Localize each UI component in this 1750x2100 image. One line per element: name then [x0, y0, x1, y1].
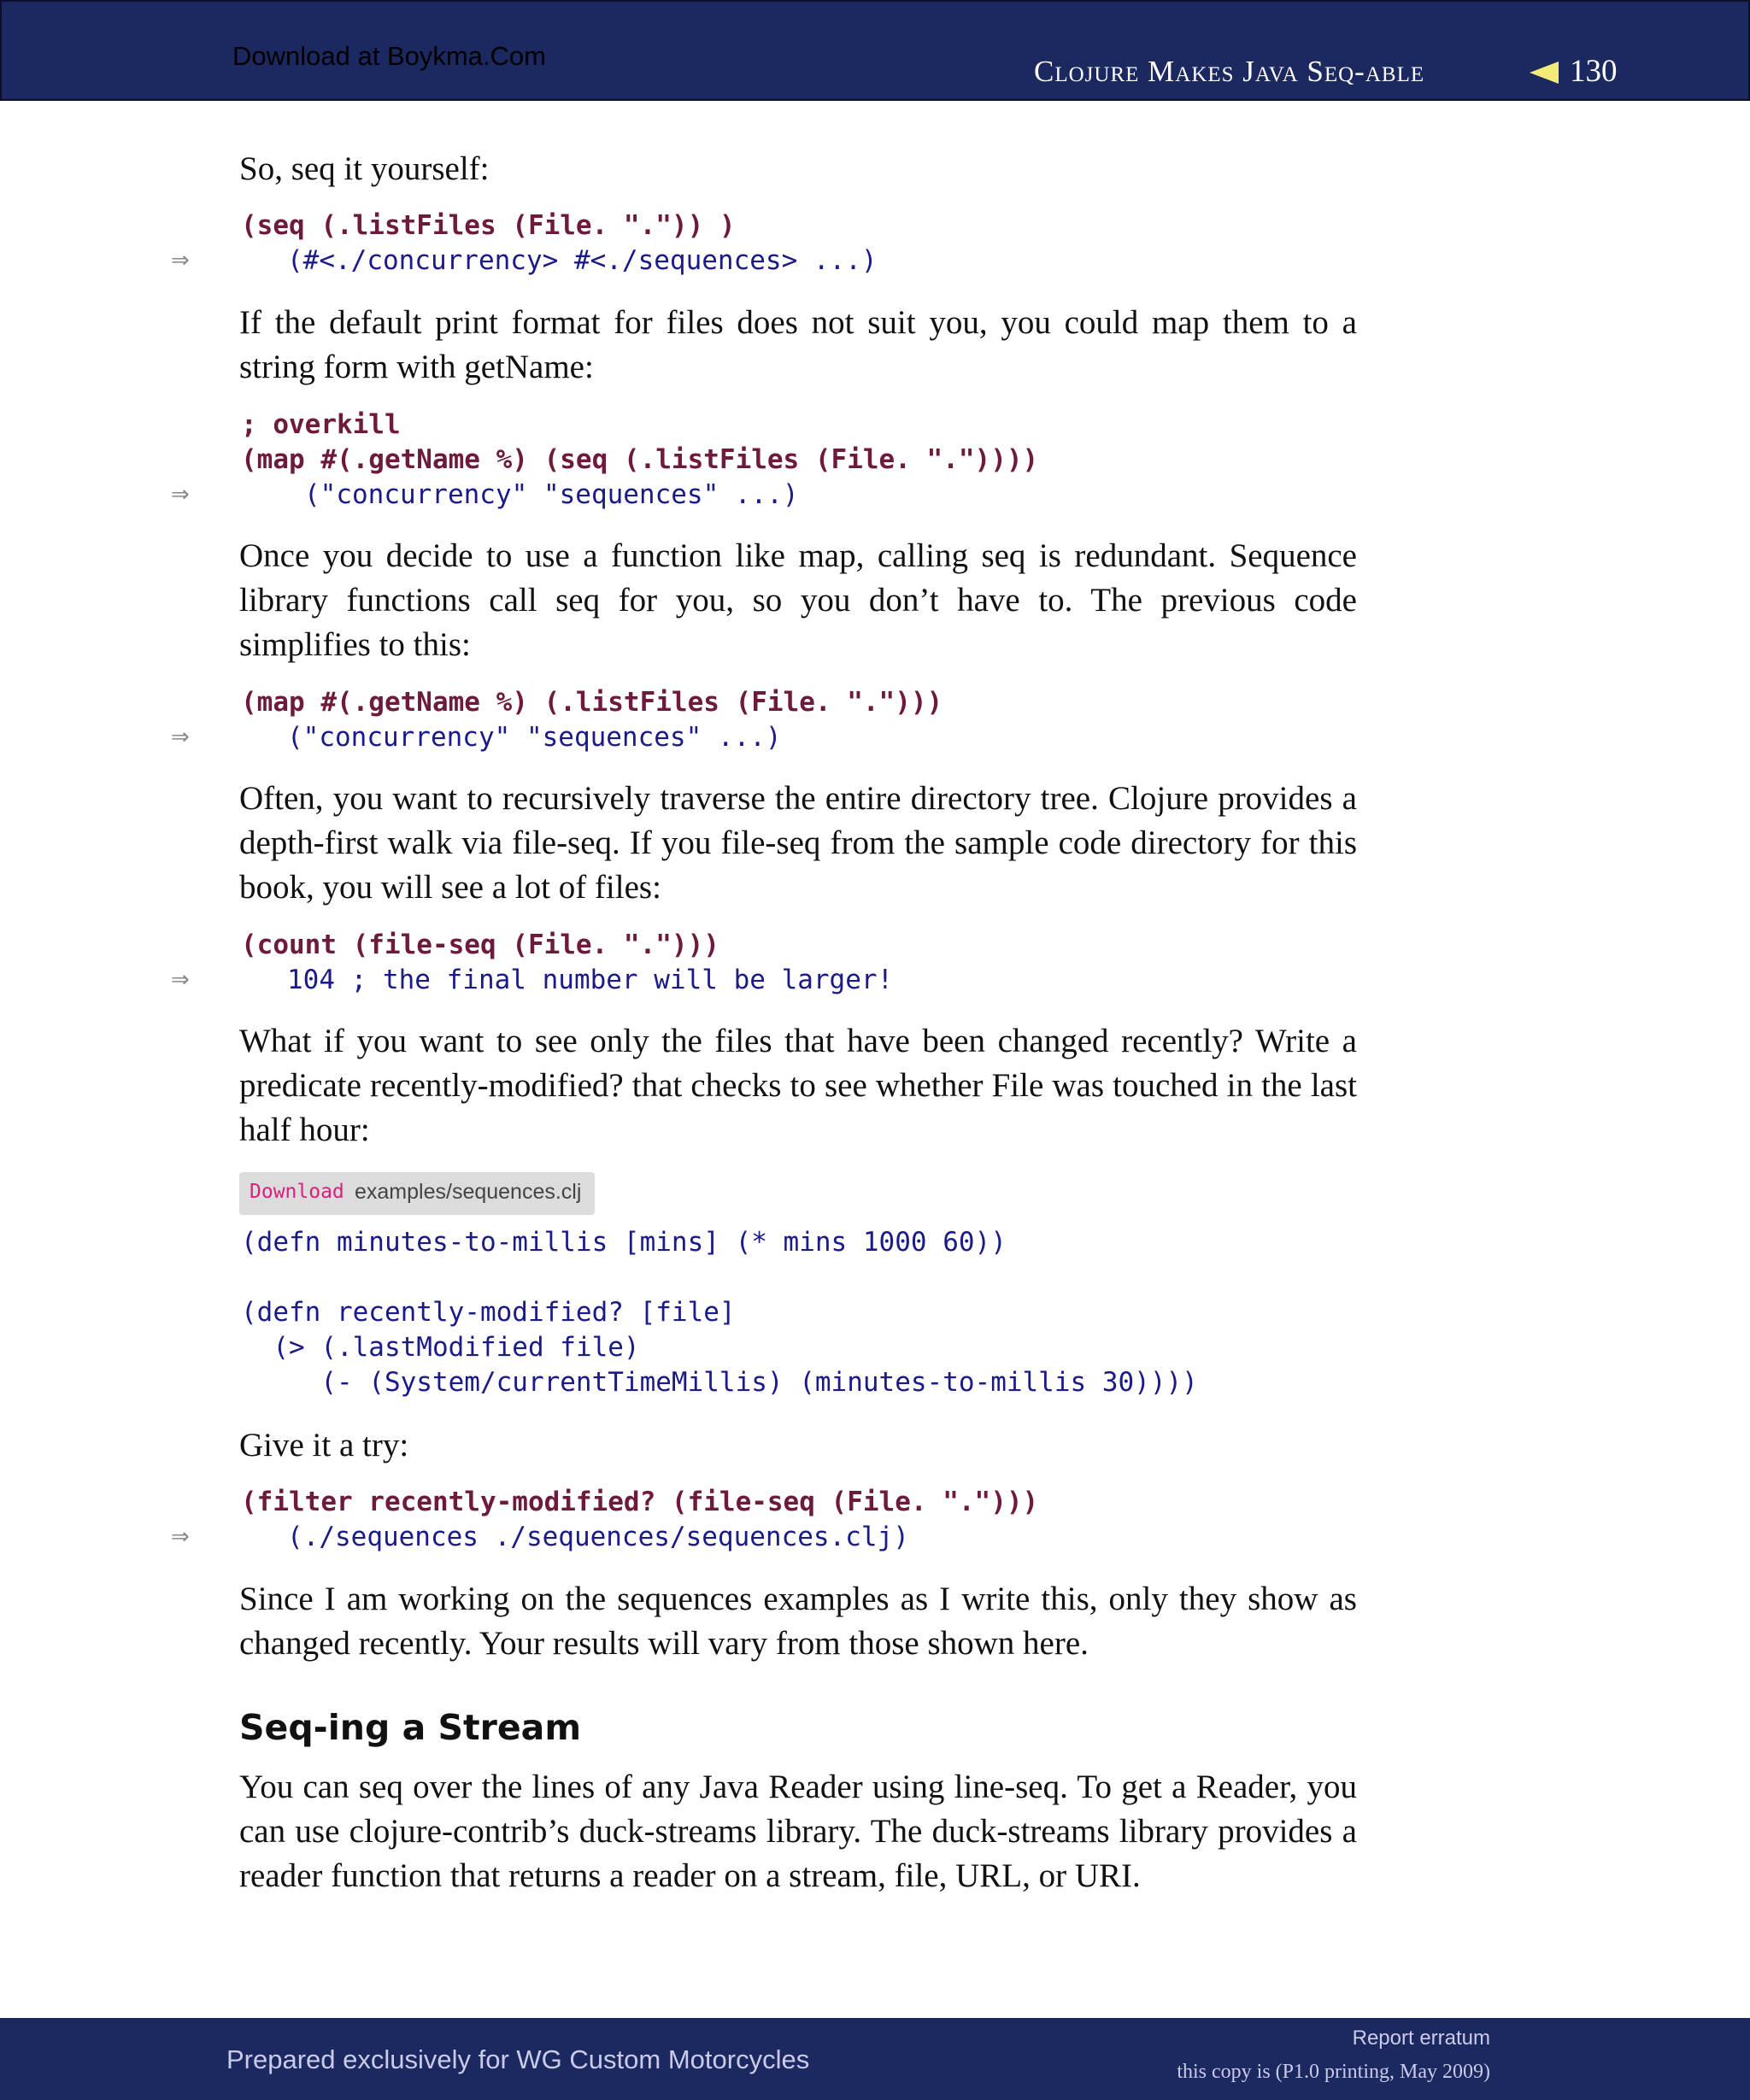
- paragraph-3: Once you decide to use a function like map, calling seq is redundant. Sequence library functions call seq for you, so you don’t have to. The previous code simplifies to this:: [239, 537, 1357, 663]
- result-arrow-icon: ⇒: [171, 967, 190, 993]
- download-site-label[interactable]: Download at Boykma.Com: [232, 41, 546, 71]
- code-1-input: (seq (.listFiles (File. ".")) ): [241, 210, 736, 241]
- result-arrow-icon: ⇒: [171, 1524, 190, 1550]
- code-1-output: (#<./concurrency> #<./sequences> ...): [287, 245, 878, 276]
- paragraph-1: So, seq it yourself:: [239, 150, 490, 187]
- code-3-input: (map #(.getName %) (.listFiles (File. "."))): [241, 687, 943, 718]
- result-arrow-icon: ⇒: [171, 482, 190, 507]
- code-4-input: (count (file-seq (File. "."))): [241, 930, 719, 960]
- code-2-input: (map #(.getName %) (seq (.listFiles (File. ".")))): [241, 444, 1039, 475]
- section-heading: Seq-ing a Stream: [239, 1707, 582, 1748]
- page-number: 130: [1570, 54, 1618, 89]
- code-2-output: ("concurrency" "sequences" ...): [304, 479, 799, 510]
- report-erratum-link[interactable]: Report erratum: [1352, 2027, 1490, 2050]
- download-link[interactable]: Download: [250, 1181, 344, 1203]
- result-arrow-icon: ⇒: [171, 248, 190, 273]
- code-4-output: 104 ; the final number will be larger!: [287, 965, 894, 995]
- paragraph-2: If the default print format for files does not suit you, you could map them to a string form with getName:: [239, 304, 1357, 385]
- result-arrow-icon: ⇒: [171, 724, 190, 750]
- code-2-comment: ; overkill: [241, 409, 401, 440]
- listing-line-4: (- (System/currentTimeMillis) (minutes-to-millis 30)))): [241, 1367, 1198, 1398]
- download-tag[interactable]: [239, 1172, 595, 1215]
- paragraph-7: Since I am working on the sequences examples as I write this, only they show as changed recently. Your results will vary from those shown here.: [239, 1581, 1357, 1662]
- prepared-for-label: Prepared exclusively for WG Custom Motorcycles: [226, 2044, 810, 2074]
- previous-page-triangle-icon[interactable]: [1530, 62, 1559, 84]
- paragraph-5: What if you want to see only the files that have been changed recently? Write a predicate recently-modified? that checks to see whether File was touched in the last half hour:: [239, 1023, 1357, 1148]
- download-file-path[interactable]: examples/sequences.clj: [355, 1180, 582, 1204]
- code-5-input: (filter recently-modified? (file-seq (File. "."))): [241, 1487, 1039, 1517]
- listing-line-2: (defn recently-modified? [file]: [241, 1297, 736, 1328]
- listing-line-3: (> (.lastModified file): [241, 1332, 640, 1363]
- paragraph-8: You can seq over the lines of any Java Reader using line-seq. To get a Reader, you can use clojure-contrib’s duck-streams library. The duck-streams library provides a reader function that returns a reader on a stream, file, URL, or URI.: [239, 1769, 1357, 1894]
- code-5-output: (./sequences ./sequences/sequences.clj): [287, 1522, 909, 1552]
- copy-info-label: this copy is (P1.0 printing, May 2009): [1177, 2061, 1490, 2083]
- paragraph-4: Often, you want to recursively traverse the entire directory tree. Clojure provides a depth-first walk via file-seq. If you file-seq from the sample code directory for this book, you will see a lot of files:: [239, 780, 1357, 906]
- paragraph-6: Give it a try:: [239, 1427, 409, 1464]
- code-3-output: ("concurrency" "sequences" ...): [287, 722, 782, 753]
- listing-line-1: (defn minutes-to-millis [mins] (* mins 1000 60)): [241, 1227, 1007, 1258]
- running-title: Clojure Makes Java Seq-able: [1034, 55, 1425, 88]
